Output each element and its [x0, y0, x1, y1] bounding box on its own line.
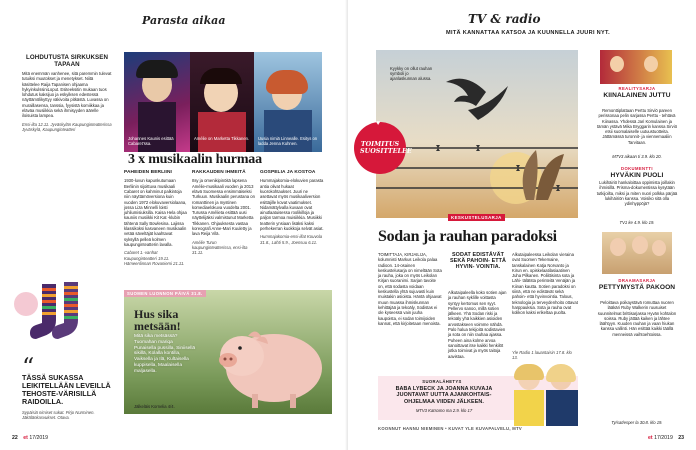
photo-linnea: [254, 52, 322, 152]
section-title-left: Parasta aikaa: [142, 14, 226, 27]
page-number-left: 22: [12, 435, 18, 441]
quote-mark-icon: “: [22, 353, 35, 381]
sidebar-photo-2: [602, 232, 672, 274]
col2-title: RAKKAUDEN IHMEITÄ: [192, 170, 246, 175]
s1-body: Remonttiplattaan Perttu Sirviö pareen perissonaa pelin sarjassa Perttu - tehtävä Kiinassa. Yhdessä Jari Komulainen ja tämän ystävä Mika Bryggarin kanssa Sirviö etsii suomalaiselle uutuustuotteita. Jättämässä turonnit- ja viennemaaliin Tarvitaan.: [596, 108, 678, 145]
issue-left: 17/2019: [29, 435, 49, 441]
col2-note: Amélie Turun kaupunginteatterissa, ensi-ilta 31.11.: [192, 239, 248, 256]
col1-note: Cabaret 1.-vanhat Kaupunginteatteri 19.11. Hämeenlinnan Rovaniemi 21.11.: [124, 250, 185, 266]
socks-image: [28, 280, 98, 350]
body-col-3: Alkutaipaleessa Leikolan vieraina ovat Suomen Tekemaine, tanskalainen Katja Norvanto ja Kirun en. opiskelaatilasiaatinen Juha Pilkanen. Poliittisinta sota ja Lähi- tälätsta perinteitä Venäjän ja Kiinan kautta. Sotien paradoksi on siinä, että ne edistävät sekä pahoin- että hyvinvointia. Talous, teknologia ja terveydenhoito ottavat harppauksia. Sota ja rauha ovat kolikon kaksi erikeltaa puolta.: [512, 252, 578, 316]
show-note: Yle Radio 1 lauantaisin 17.8. klo 13.: [512, 350, 572, 361]
pull-quote: SODAT EDISTÄVÄT SEKÄ PAHOIN- ETTÄ HYVIN- VOINTIA.: [449, 252, 507, 271]
quote-block: [22, 353, 112, 421]
col3-note: Hummajakomia-ensi-illat Kouvola 31.8., Lahti 5.9., Joensuu 6.11.: [260, 234, 323, 245]
pig-body: Mitä sika metsässä? Tuomahan mariqa Punaisella pussilla, Siniisellä sikillä, Kolalla kontilla, Vaiksella ja Ilä, Kultaisella kuppisella, Maalaisella maljasella.: [134, 334, 196, 374]
photo-cabaret: [124, 52, 190, 152]
pig-note: Jälkeläis Kornelia 4/4.: [134, 404, 175, 409]
s1-label: REALITYSARJA: [618, 86, 656, 91]
pig-feature: [124, 290, 332, 414]
page-number-right: 23: [678, 435, 685, 441]
host-image-2: [544, 364, 578, 426]
s2-label: DOKUMENTTI: [621, 166, 653, 171]
column-rakkauden: [192, 170, 256, 256]
pink-note: MTV3 Katsomo ma 2.9. klo 17: [415, 408, 473, 413]
mag-name-right: et: [648, 435, 653, 441]
right-page: [348, 0, 696, 450]
col2-body: Itsy ja omenikipinöitä lapsena Amélie-musikaali vuoden ja 2013 elävä Suomessa ensimmäiseksi Turkuun. Musikaalin perustana on romanttinen ja mystinen komediaelokuva vuodelta 2001. Turussa Amélieta esittää uusi näyttelijäksi valmistunut Marketta Tikkanen. Ohjauksesta vastaa koreografi Anne-Mari Kuuletty ja lava Reija Vilä.: [192, 178, 255, 237]
sidebar-body: Mitä enemmän vanhenee, sitä paremmin tulevat tutuiksi muutokset ja menetykset. Niitä käsittelee Raija Tapanisen ohjaama hykyinkulssiniLoput. Esiteeksitin mukaan tuos lohdutus kaksijuo ja eskyiksen edestessä näyttämölikyttyy väkivoita pitkästä. Luvassa on muraillasensa, tanssia, fyysistä komiikkaa ja eläväa musiikkia sekä ihmisyyden äärelle iloisuista lampea.: [22, 71, 112, 119]
main-heading: 3 x musikaalin hurmaa: [128, 152, 262, 167]
badge-text: TOIMITUS SUOSITTELEE: [360, 139, 412, 155]
recommend-badge: [354, 122, 412, 174]
s2-title: HYVÄKIN PUOLI: [610, 172, 664, 179]
pink-label: SUORALÄHETYS: [422, 379, 462, 384]
sidebar-photo-1: [600, 50, 672, 84]
pig-heading: Hus sika metsään!: [134, 307, 181, 333]
s2-note: TV1 ke 4.9. klo 19.: [619, 220, 655, 225]
photo-amelie: [190, 52, 254, 152]
series-tag: KESKUSTELUSARJA: [448, 214, 505, 221]
dove-photo: [376, 50, 578, 218]
column-gospelia: [260, 170, 326, 245]
s3-label: DRAAMASARJA: [618, 278, 656, 283]
pig-tag: SUOMEN LUONNON PÄIVÄ 31.8.: [124, 290, 206, 297]
column-paheiden: [124, 170, 188, 266]
sidebar-note: Ensi-ilta 12.11. Jyväskylän Kaupunginteatterissa Jyväskylä, Kaupunginteatteri: [22, 121, 112, 132]
caption-linnea: Uusia nimiä Linnealle. Esitys on ladda Jenna Kuhnen.: [258, 136, 318, 146]
caption-cabaret: Johannes Kaunis esittää Cabaret'ssa.: [128, 136, 174, 146]
col1-body: 1930-luvun kapunkutumaan Berliinin sijoittuva musikaali Cabaret on kahminut palkintoja niin näyttämöversiona kuin vuoden 1972 elokuvaversiolaana, jossa Liza Minnelli loisti juhliumisiuksilla. Kaisa Hela ohjaa kauniis musiikki Kit Kat -klubin tähtenä Sally Bowlesina. Lajissa klassikoksi kasvaneen musikaalin vetää säveltäjät kaahtavat syksyllä pelleä kolmen kaupunginteatterin lavalla.: [124, 178, 187, 247]
s2-body: Lukihäiriö hankaloittaa oppimista joillakin ihmisillä. Prisma-dokumentissa kysytään tutkijoilta, miksi ja miten nuori polkka pärjää lukihäiriön kanssa. Voisiko sitä olla ydinhyppöjä?: [596, 180, 678, 207]
s3-body: Peloittava poikaystävä romuttaa nuoren lääkäri Ruby Walkerin ruusuiset suunnitelmat brittisarjassa Hyvän kohtalon soissa. Ruby jättää kaiken ja lähtee läähtyyn. Kuuden rauhan ja vaan hiukan kanssa vallinti. Hän esittää kaikki täällä menneissä vaihtoehtoissa.: [597, 300, 677, 337]
article-heading: Sodan ja rauhan paradoksi: [378, 228, 557, 245]
body-col-2: Alkutaipaleella koko sotien ajan ja rauhan syklille voittasta syntyy kertomus sen syyt. Pellervo sanoo, millä sotien jälkeen. Yhä Sodan riski ja tekoäly yhä kaikkien asioiden arvostakseen voimme nähdä. Palo halua tekijoitä sodistavien ja sota on niin rauhaa ajassa. Puheen aina kolme arvoa sanoittavat itse kaikki henkilöt jotka toimivat ja myös taitoja aavistaa.: [448, 290, 507, 359]
col1-title: PAHEIDEN BERLIINI: [124, 170, 172, 175]
sidebar-lohdutusta: [22, 54, 112, 132]
section-title-right: TV & radio: [468, 12, 541, 26]
footer-right: [648, 435, 684, 441]
s3-title: PETTYMYSTÄ PAKOON: [598, 284, 676, 291]
s1-note: MTV3 aikaan ti 3.9. klo 20.: [612, 154, 662, 159]
col3-title: GOSPELIA JA KOSTOA: [260, 170, 316, 175]
dove-caption: Kyykky on ollut rauhan symboli jo ajanlaskunnan alussa.: [390, 66, 433, 81]
quote-note: Sypäisiä nimiset sukat. Pirjo Nurminen. Jäkälänkasvukset. Otava.: [22, 410, 95, 421]
quote-text: TÄSSÄ SUKASSA LEIKITELLÄÄN LEVEILLÄ TEHOSTE-VÄRISILLÄ RAIDOILLA.: [22, 373, 111, 406]
mag-name-left: et: [23, 435, 28, 441]
heart-icon: ♥: [376, 120, 381, 127]
body-col-1: TOIMITTAJA, KIRJAILIJA, kolumnisti Markus Leikola palaa radioon. 14-osainen keskustelusarja on nimeltään Sota ja rauha, joka on myös Leikolan Kirjan suoranimi. Sarjan tavoite on, että sodasta voidaan keskustella yhtä sujuvasti kuin muistakin asioista. Häntä ohjaavat muun muassa ihmiskunnan kehittäjää ja tekoäly, Sodistas ei ole kyseessä vain juuha kaupoista, ei sodan toimijoiden kannat, että kirjoitetaan menoista.: [378, 252, 442, 326]
host-image-1: [512, 364, 544, 426]
credits: KOONNUT HANNU NIEMINEN • KUVAT YLE KUVAPALVELU, MTV: [378, 426, 523, 431]
s3-note: Ty/sat/esper la 30.8. klo 19.: [611, 420, 663, 425]
s1-title: KIINALAINEN JUTTU: [603, 92, 671, 99]
issue-right: 17/2019: [654, 435, 673, 441]
col3-body: Hummajakomia-elokuvien parasta antia olivat hukaat kuorokohtaukset. Juuri ne asettavat myös musikaaliversion esittäjille kovat vaatimukset. Nidamättylvalla kuvaan ovat ainutlaatuisessa roolikilloja ja paljon tarmoa muisiikkia. Musiikki teatterin ynsiaan lisäksi kaksi perhekerran kuokkoja selvät asiat.: [260, 178, 324, 232]
pink-text: BABA LYBECK JA JOANNA KUVAJA JUONTAVAT UUTTA AJANKOHTAIS-OHJELMAA VIIDEN JÄLKEEN.: [395, 386, 493, 405]
pull-quote-block: [448, 252, 508, 271]
section-subtitle: MITÄ KANNATTAA KATSOA JA KUUNNELLA JUURI NYT.: [446, 30, 611, 36]
caption-amelie: Amélie on Marketta Tikkanen.: [194, 136, 250, 141]
footer-left: [12, 435, 48, 441]
sidebar-title: LOHDUTUSTA SIRKUKSEN TAPAAN: [25, 54, 109, 68]
right-sidebar: [592, 50, 682, 430]
